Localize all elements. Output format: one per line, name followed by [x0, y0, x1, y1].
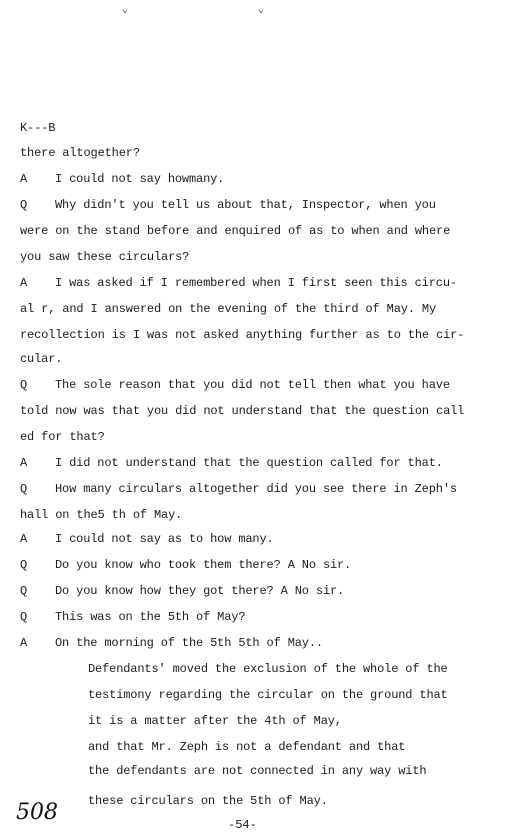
- ruling-text: Defendants' moved the exclusion of the whole of the: [88, 662, 448, 676]
- line-text: How many circulars altogether did you see there in Zeph's: [55, 482, 457, 496]
- line-text: you saw these circulars?: [20, 250, 190, 264]
- line-text: hall on the5 th of May.: [20, 508, 183, 522]
- line-text: I did not understand that the question called for that.: [55, 456, 443, 470]
- speaker-label: Q: [20, 558, 28, 572]
- ruling-text: the defendants are not connected in any way with: [88, 764, 427, 778]
- ruling-text: and that Mr. Zeph is not a defendant and that: [88, 740, 406, 754]
- speaker-label: Q: [20, 584, 28, 598]
- line-text: there altogether?: [20, 146, 140, 160]
- speaker-label: A: [20, 456, 28, 470]
- speaker-label: Q: [20, 378, 28, 392]
- speaker-label: Q: [20, 482, 28, 496]
- document-page: ⌄ ⌄ K---B there altogether? A I could not say howmany. Q Why didn't you tell us about that, Inspector, when you were on the stand before and enquired of as to when and where you saw these circulars? A I was asked if I remembered when I first seen this circu- al r, and I answered on the evening of the third of May. My recollection is I was not asked anything further as to the cir- cular. Q The sole reason that you did not tell then what you have told now was that you did not understand that the question call ed for that? A I did not understand that the question called for that. Q How many circulars altogether did you see there in Zeph's hall on the5 th of May. A I could not say as to how many. Q Do you know who took them there? A No sir. Q Do you know how they got there? A No sir. Q This was on the 5th of May? A On the morning of the 5th 5th of May.. Defendants' moved the exclusion of the whole of the testimony regarding the circular on the ground that it is a matter after the 4th of May, and that Mr. Zeph is not a defendant and that the defendants are not connected in any way with these circulars on the 5th of May. 508 -54-: [16, 5, 465, 832]
- speaker-label: A: [20, 172, 28, 186]
- margin-handwritten-number: 508: [16, 800, 58, 825]
- ruling-text: testimony regarding the circular on the ground that: [88, 688, 448, 702]
- line-text: ed for that?: [20, 430, 105, 444]
- speaker-label: A: [20, 532, 28, 546]
- line-text: I could not say howmany.: [55, 172, 225, 186]
- line-text: The sole reason that you did not tell then what you have: [55, 378, 450, 392]
- page-number: -54-: [228, 818, 257, 832]
- line-text: Do you know who took them there? A No sir.: [55, 558, 352, 572]
- line-text: told now was that you did not understand that the question call: [20, 404, 465, 418]
- line-text: Do you know how they got there? A No sir.: [55, 584, 345, 598]
- line-text: I was asked if I remembered when I first seen this circu-: [55, 276, 457, 290]
- line-text: were on the stand before and enquired of as to when and where: [20, 224, 451, 238]
- line-text: I could not say as to how many.: [55, 532, 274, 546]
- speaker-label: Q: [20, 198, 28, 212]
- ruling-text: it is a matter after the 4th of May,: [88, 714, 342, 728]
- line-text: recollection is I was not asked anything further as to the cir-: [20, 328, 465, 342]
- line-text: cular.: [20, 352, 63, 366]
- speaker-label: Q: [20, 610, 28, 624]
- line-text: This was on the 5th of May?: [55, 610, 246, 624]
- line-text: Why didn't you tell us about that, Inspector, when you: [55, 198, 436, 212]
- scan-mark: ⌄: [258, 5, 265, 16]
- speaker-label: A: [20, 636, 28, 650]
- speaker-label: A: [20, 276, 28, 290]
- line-text: al r, and I answered on the evening of the third of May. My: [20, 302, 437, 316]
- line-text: On the morning of the 5th 5th of May..: [55, 636, 323, 650]
- ruling-text: these circulars on the 5th of May.: [88, 794, 328, 808]
- scan-mark: ⌄: [122, 5, 129, 16]
